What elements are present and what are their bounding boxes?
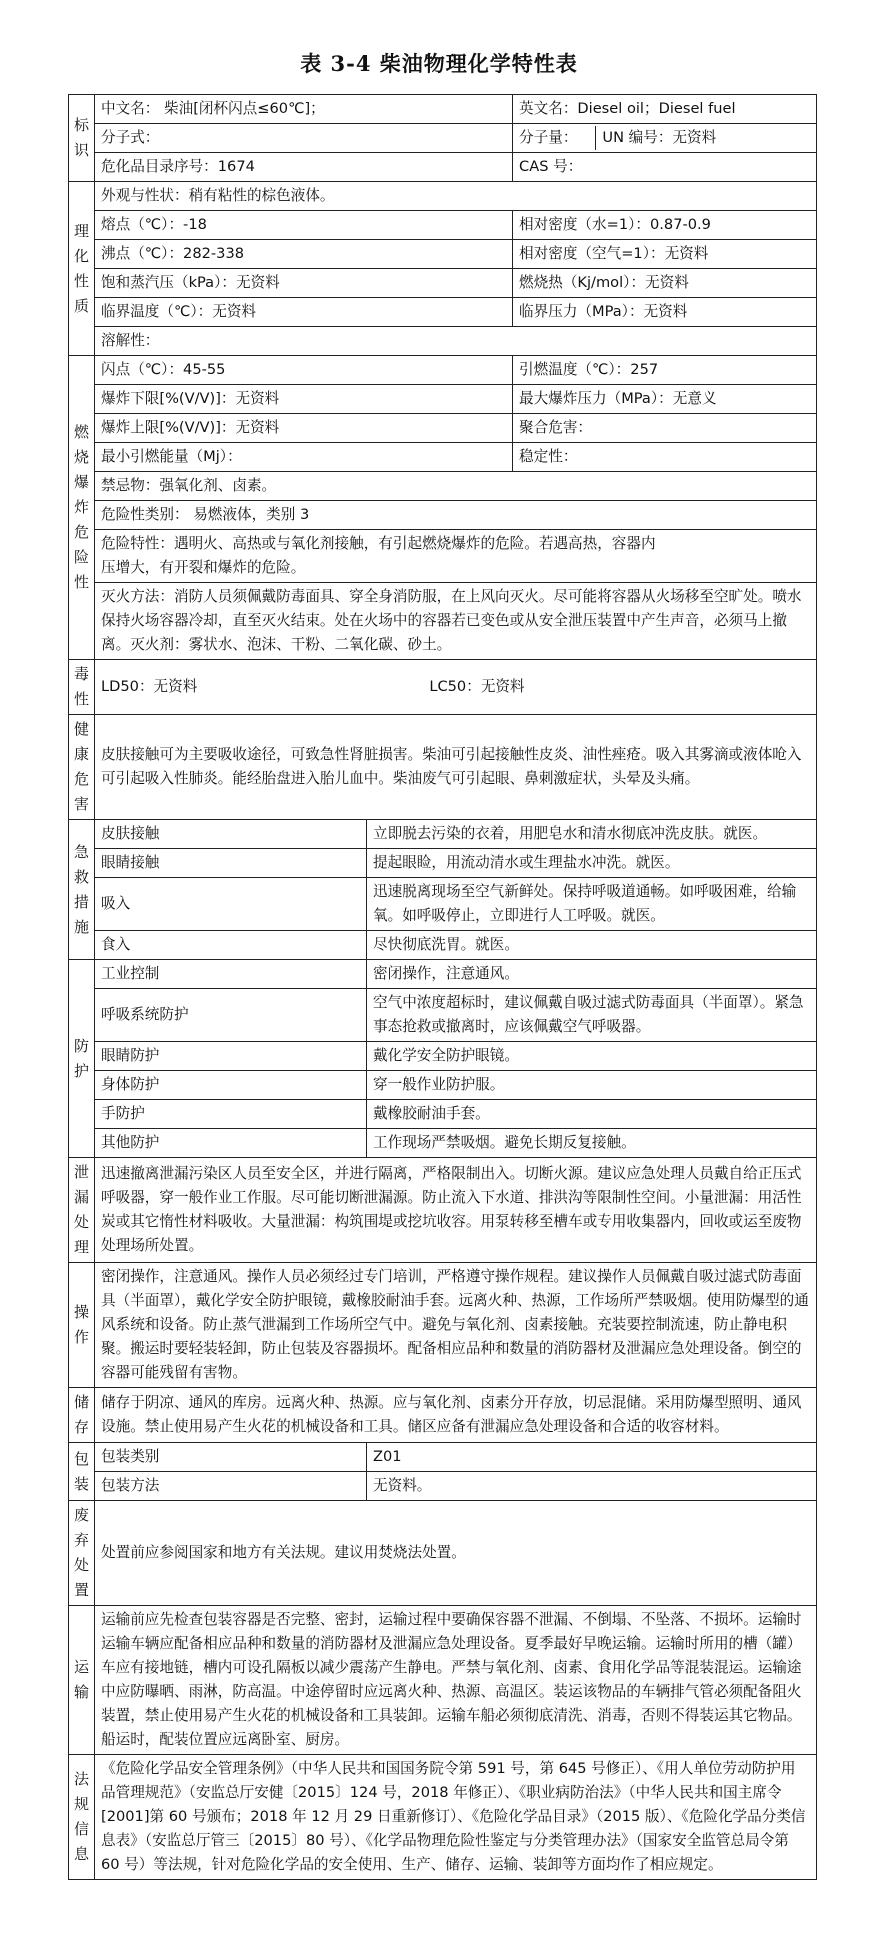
- protection-text: 穿一般作业防护服。: [367, 1071, 817, 1100]
- protection-label: 呼吸系统防护: [95, 989, 367, 1042]
- category-first-aid: 急救措施: [69, 820, 95, 960]
- first-aid-label: 皮肤接触: [95, 820, 367, 849]
- storage-text: 储存于阴凉、通风的库房。远离火种、热源。应与氧化剂、卤素分开存放，切忌混储。采用防爆型照明、通风设施。禁止使用易产生火花的机械设备和工具。储区应备有泄漏应急处理设备和合适的收容材料。: [95, 1388, 817, 1443]
- category-disposal: 废弃处置: [69, 1501, 95, 1606]
- first-aid-text: 立即脱去污染的衣着，用肥皂水和清水彻底冲洗皮肤。就医。: [367, 820, 817, 849]
- category-operation: 操作: [69, 1263, 95, 1388]
- toxicity-values: [95, 660, 817, 715]
- hazard-features: 危险特性：遇明火、高热或与氧化剂接触，有引起燃烧爆炸的危险。若遇高热，容器内压增大，有开裂和爆炸的危险。: [95, 530, 817, 583]
- min-ignition-energy: 最小引燃能量（Mj）：: [95, 443, 513, 472]
- vapor-pressure: 饱和蒸汽压（kPa）：无资料: [95, 269, 513, 298]
- category-regulations: 法规信息: [69, 1755, 95, 1880]
- operation-text: 密闭操作，注意通风。操作人员必须经过专门培训，严格遵守操作规程。建议操作人员佩戴自吸过滤式防毒面具（半面罩），戴化学安全防护眼镜，戴橡胶耐油手套。远离火种、热源，工作场所严禁吸烟。使用防爆型的通风系统和设备。防止蒸气泄漏到工作场所空气中。避免与氧化剂、卤素接触。充装要控制流速，防止静电积聚。搬运时要轻装轻卸，防止包装及容器损坏。配备相应品种和数量的消防器材及泄漏应急处理设备。倒空的容器可能残留有害物。: [95, 1263, 817, 1388]
- protection-label: 工业控制: [95, 960, 367, 989]
- health-hazards: 皮肤接触可为主要吸收途径，可致急性肾脏损害。柴油可引起接触性皮炎、油性痤疮。吸入其雾滴或液体呛入可引起吸入性肺炎。能经胎盘进入胎儿血中。柴油废气可引起眼、鼻刺激症状，头晕及头痛。: [95, 715, 817, 820]
- protection-text: 戴化学安全防护眼镜。: [367, 1042, 817, 1071]
- protection-text: 工作现场严禁吸烟。避免长期反复接触。: [367, 1129, 817, 1158]
- lc50: LC50：无资料: [429, 678, 525, 695]
- un-no: UN 编号：无资料: [595, 126, 716, 150]
- category-packaging: 包装: [69, 1443, 95, 1501]
- leak-handling: 迅速撤离泄漏污染区人员至安全区，并进行隔离，严格限制出入。切断火源。建议应急处理人员戴自给正压式呼吸器，穿一般作业工作服。尽可能切断泄漏源。防止流入下水道、排洪沟等限制性空间。小量泄漏：用活性炭或其它惰性材料吸收。大量泄漏：构筑围堤或挖坑收容。用泵转移至槽车或专用收集器内，回收或运至废物处理场所处置。: [95, 1158, 817, 1263]
- protection-text: 密闭操作，注意通风。: [367, 960, 817, 989]
- disposal-text: 处置前应参阅国家和地方有关法规。建议用焚烧法处置。: [95, 1501, 817, 1606]
- protection-text: 空气中浓度超标时，建议佩戴自吸过滤式防毒面具（半面罩）。紧急事态抢救或撤离时，应该佩戴空气呼吸器。: [367, 989, 817, 1042]
- category-transport: 运输: [69, 1606, 95, 1755]
- first-aid-label: 食入: [95, 931, 367, 960]
- mol-weight: 分子量：: [519, 129, 578, 146]
- ignition-temp: 引燃温度（℃）：257: [513, 356, 817, 385]
- formula: 分子式：: [95, 124, 513, 153]
- transport-text: 运输前应先检查包装容器是否完整、密封，运输过程中要确保容器不泄漏、不倒塌、不坠落、不损坏。运输时运输车辆应配备相应品种和数量的消防器材及泄漏应急处理设备。夏季最好早晚运输。运输时所用的槽（罐）车应有接地链，槽内可设孔隔板以减少震荡产生静电。严禁与氧化剂、卤素、食用化学品等混装混运。运输途中应防曝晒、雨淋，防高温。中途停留时应远离火种、热源、高温区。装运该物品的车辆排气管必须配备阻火装置，禁止使用易产生火花的机械设备和工具装卸。运输车船必须彻底清洗、消毒，否则不得装运其它物品。船运时，配装位置应远离卧室、厨房。: [95, 1606, 817, 1755]
- catalog-no: 危化品目录序号：1674: [95, 153, 513, 182]
- en-name: 英文名：Diesel oil；Diesel fuel: [513, 95, 817, 124]
- category-health: 健康危害: [69, 715, 95, 820]
- first-aid-text: 尽快彻底洗胃。就医。: [367, 931, 817, 960]
- protection-label: 手防护: [95, 1100, 367, 1129]
- incompatibles: 禁忌物：强氧化剂、卤素。: [95, 472, 817, 501]
- max-explosion-pressure: 最大爆炸压力（MPa）：无意义: [513, 385, 817, 414]
- protection-label: 其他防护: [95, 1129, 367, 1158]
- table-title: 表 3-4 柴油物理化学特性表: [300, 51, 578, 76]
- rel-density-water: 相对密度（水=1）：0.87-0.9: [513, 211, 817, 240]
- protection-label: 身体防护: [95, 1071, 367, 1100]
- packaging-text: Z01: [367, 1443, 817, 1472]
- combustion-heat: 燃烧热（Kj/mol）：无资料: [513, 269, 817, 298]
- category-toxicity: 毒性: [69, 660, 95, 715]
- rel-density-air: 相对密度（空气=1）：无资料: [513, 240, 817, 269]
- boiling-point: 沸点（℃）：282-338: [95, 240, 513, 269]
- category-protection: 防护: [69, 960, 95, 1158]
- first-aid-text: 迅速脱离现场至空气新鲜处。保持呼吸道通畅。如呼吸困难，给输氧。如呼吸停止，立即进行人工呼吸。就医。: [367, 878, 817, 931]
- msds-table: [68, 94, 817, 1880]
- protection-label: 眼睛防护: [95, 1042, 367, 1071]
- first-aid-label: 眼睛接触: [95, 849, 367, 878]
- solubility: 溶解性：: [95, 327, 817, 356]
- packaging-label: 包装方法: [95, 1472, 367, 1501]
- category-physchem: 理化性质: [69, 182, 95, 356]
- ld50: LD50：无资料: [101, 678, 198, 695]
- hazard-class: 危险性类别： 易燃液体，类别 3: [95, 501, 817, 530]
- firefighting: 灭火方法：消防人员须佩戴防毒面具、穿全身消防服，在上风向灭火。尽可能将容器从火场移至空旷处。喷水保持火场容器冷却，直至灭火结束。处在火场中的容器若已变色或从安全泄压装置中产生声音，必须马上撤离。灭火剂：雾状水、泡沫、干粉、二氧化碳、砂土。: [95, 583, 817, 660]
- first-aid-text: 提起眼睑，用流动清水或生理盐水冲洗。就医。: [367, 849, 817, 878]
- packaging-text: 无资料。: [367, 1472, 817, 1501]
- critical-temp: 临界温度（℃）：无资料: [95, 298, 513, 327]
- cn-name: 中文名： 柴油[闭杯闪点≤60℃]；: [95, 95, 513, 124]
- cas-no: CAS 号：: [513, 153, 817, 182]
- category-identity: 标识: [69, 95, 95, 182]
- appearance: 外观与性状：稍有粘性的棕色液体。: [95, 182, 817, 211]
- protection-text: 戴橡胶耐油手套。: [367, 1100, 817, 1129]
- flash-point: 闪点（℃）：45-55: [95, 356, 513, 385]
- category-storage: 储存: [69, 1388, 95, 1443]
- upper-explosive-limit: 爆炸上限[%(V/V)]：无资料: [95, 414, 513, 443]
- mol-weight-un: [513, 124, 817, 153]
- category-leak: 泄漏处理: [69, 1158, 95, 1263]
- stability: 稳定性：: [513, 443, 817, 472]
- regulations-text: 《危险化学品安全管理条例》（中华人民共和国国务院令第 591 号，第 645 号修正）、《用人单位劳动防护用品管理规范》（安监总厅安健〔2015〕124 号，2018 年修正）、《职业病防治法》（中华人民共和国主席令[2001]第 60 号颁布；2018 年 12 月 29 日重新修订）、《危险化学品目录》（2015 版）、《危险化学品分类信息表》（安监总厅管三〔2015〕80 号）、《化学品物理危险性鉴定与分类管理办法》（国家安全监管总局令第 60 号）等法规，针对危险化学品的安全使用、生产、储存、运输、装卸等方面均作了相应规定。: [95, 1755, 817, 1880]
- melting-point: 熔点（℃）：-18: [95, 211, 513, 240]
- critical-pressure: 临界压力（MPa）：无资料: [513, 298, 817, 327]
- lower-explosive-limit: 爆炸下限[%(V/V)]：无资料: [95, 385, 513, 414]
- category-explosion: 燃烧爆炸危险性: [69, 356, 95, 660]
- polymerization-hazard: 聚合危害：: [513, 414, 817, 443]
- first-aid-label: 吸入: [95, 878, 367, 931]
- packaging-label: 包装类别: [95, 1443, 367, 1472]
